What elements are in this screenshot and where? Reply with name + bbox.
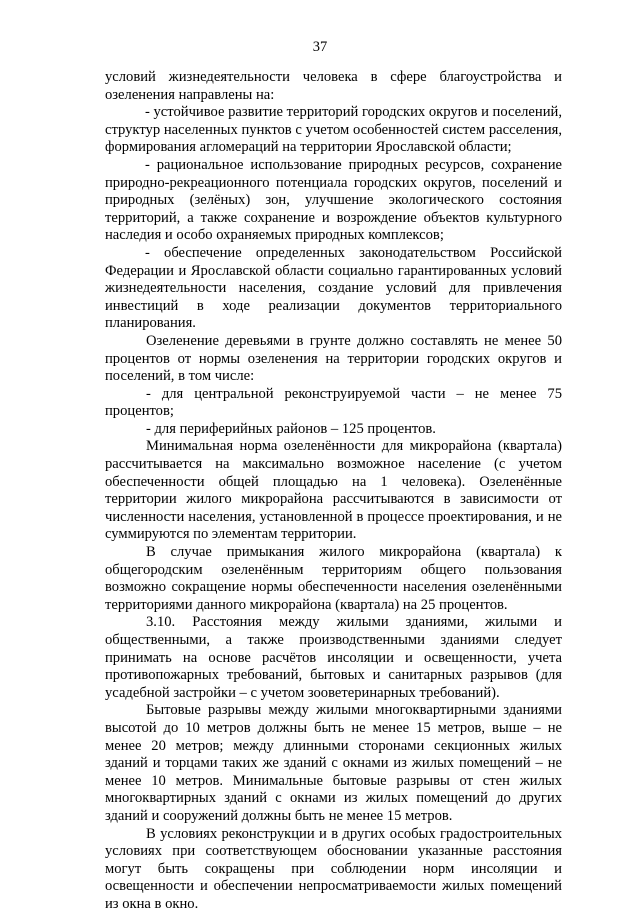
paragraph: В условиях реконструкции и в других особых градостроительных условиях при соответствующем обосновании указанные расстояния могут быть сокращены при соблюдении норм инсоляции и освещенности и обеспечении непросматриваемости жилых помещений из окна в окно.: [105, 825, 562, 912]
paragraph: Озеленение деревьями в грунте должно составлять не менее 50 процентов от нормы озеленения на территории городских округов и поселений, в том числе:: [105, 332, 562, 385]
paragraph: В случае примыкания жилого микрорайона (квартала) к общегородским озеленённым территориям общего пользования возможно сокращение нормы обеспеченности населения озеленёнными территориями данного микрорайона (квартала) на 25 процентов.: [105, 544, 562, 613]
list-item: - обеспечение определенных законодательством Российской Федерации и Ярославской области социально гарантированных условий жизнедеятельности населения, создание условий для привлечения инвестиций в ходе реализации документов территориального планирования.: [105, 244, 562, 332]
paragraph: Минимальная норма озеленённости для микрорайона (квартала) рассчитывается на максимально возможное население (с учетом обеспеченности общей площадью на 1 человека). Озеленённые территории жилого микрорайона рассчитываются в зависимости от численности населения, установленной в процессе проектирования, и не суммируются по элементам территории.: [105, 438, 562, 543]
section-paragraph: 3.10. Расстояния между жилыми зданиями, жилыми и общественными, а также производственными зданиями следует принимать на основе расчётов инсоляции и освещенности, учета противопожарных требований, бытовых и санитарных разрывов (для усадебной застройки – с учетом зооветеринарных требований).: [105, 614, 562, 701]
body-text: [105, 69, 562, 914]
list-item: - для периферийных районов – 125 процентов.: [146, 420, 436, 437]
paragraph: условий жизнедеятельности человека в сфере благоустройства и озеленения направлены на:: [105, 69, 562, 103]
list-item: - устойчивое развитие территорий городских округов и поселений, структур населенных пунктов с учетом особенностей систем расселения, формирования агломераций на территории Ярославской области;: [105, 104, 562, 156]
paragraph: Бытовые разрывы между жилыми многоквартирными зданиями высотой до 10 метров должны быть не менее 15 метров, выше – не менее 20 метров; между длинными сторонами секционных жилых зданий и торцами таких же зданий с окнами из жилых помещений – не менее 10 метров. Минимальные бытовые разрывы от стен жилых многоквартирных зданий с окнами из жилых помещений до других зданий и сооружений должны быть не менее 15 метров.: [105, 702, 562, 824]
list-item: - для центральной реконструируемой части – не менее 75 процентов;: [105, 385, 562, 420]
list-item: - рациональное использование природных ресурсов, сохранение природно-рекреационного потенциала городских округов, поселений и природных (зелёных) зон, улучшение экологического состояния территорий, а также сохранение и возрождение объектов культурного наследия и особо охраняемых природных комплексов;: [105, 156, 562, 244]
page-number: 37: [312, 39, 328, 55]
